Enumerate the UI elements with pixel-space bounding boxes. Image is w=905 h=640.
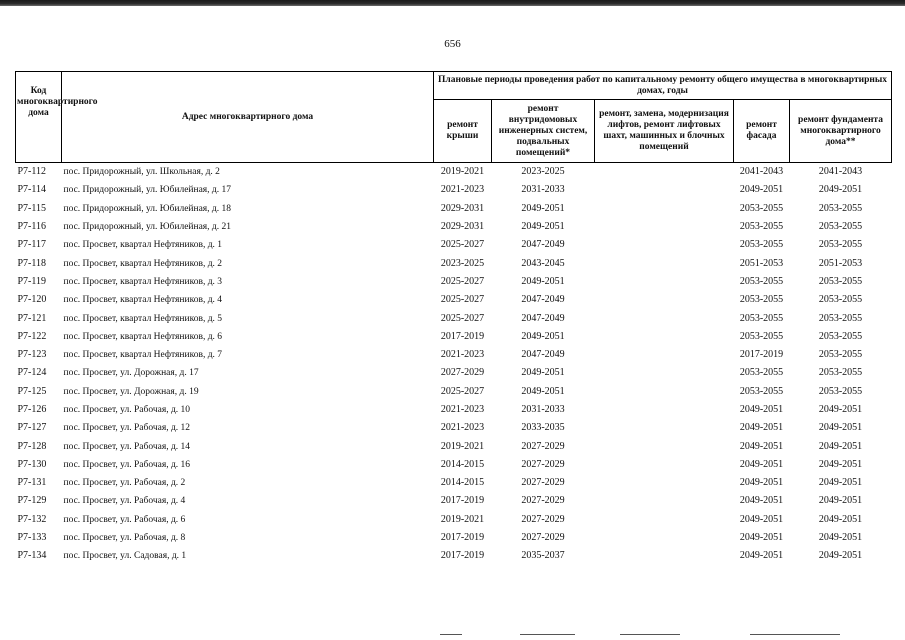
table-row [16,291,892,309]
row-roof: 2023-2025 [440,257,485,269]
row-address: пос. Просвет, квартал Нефтяников, д. 6 [63,331,223,342]
row-systems: 2027-2029 [521,532,565,544]
table-row [16,547,892,565]
row-foundation: 2049-2051 [818,422,863,434]
row-facade: 2049-2051 [739,477,784,489]
row-roof: 2021-2023 [440,184,485,196]
row-lifts [595,419,734,437]
row-systems: 2027-2029 [521,458,565,470]
row-facade: 2017-2019 [739,349,784,361]
row-address: пос. Просвет, ул. Рабочая, д. 14 [63,441,191,452]
row-lifts [595,309,734,327]
row-systems: 2049-2051 [521,275,565,287]
row-code: Р7-112 [17,166,47,178]
row-address: пос. Просвет, квартал Нефтяников, д. 4 [63,295,223,306]
row-address: пос. Просвет, ул. Рабочая, д. 16 [63,459,191,470]
row-address: пос. Просвет, ул. Рабочая, д. 12 [63,423,191,434]
row-roof: 2021-2023 [440,349,485,361]
header-foundation: ремонт фундамента многоквартирного дома** [790,100,892,163]
row-systems: 2033-2035 [521,422,565,434]
row-systems: 2049-2051 [521,330,565,342]
row-roof: 2025-2027 [440,312,485,324]
row-address: пос. Просвет, ул. Дорожная, д. 17 [63,368,199,379]
row-roof: 2019-2021 [440,166,485,178]
row-lifts [595,346,734,364]
row-systems: 2049-2051 [521,367,565,379]
row-lifts [595,383,734,401]
row-roof: 2027-2029 [440,367,485,379]
row-roof: 2014-2015 [440,458,485,470]
row-address: пос. Просвет, ул. Дорожная, д. 19 [63,386,199,397]
row-code: Р7-122 [17,330,47,342]
row-code: Р7-121 [17,312,47,324]
table-row [16,254,892,272]
row-lifts [595,456,734,474]
row-code: Р7-119 [17,275,47,287]
row-roof: 2019-2021 [440,513,485,525]
row-roof: 2025-2027 [440,275,485,287]
table-row [16,474,892,492]
table-row [16,437,892,455]
row-code: Р7-130 [17,458,47,470]
row-lifts [595,236,734,254]
row-address: пос. Придорожный, ул. Юбилейная, д. 17 [63,185,231,196]
row-code: Р7-123 [17,349,47,361]
table-row [16,309,892,327]
table-row [16,511,892,529]
row-lifts [595,200,734,218]
row-systems: 2047-2049 [521,349,565,361]
row-lifts [595,364,734,382]
table-row [16,456,892,474]
row-facade: 2051-2053 [739,257,784,269]
row-foundation: 2049-2051 [818,513,863,525]
table-row [16,401,892,419]
row-facade: 2049-2051 [739,404,784,415]
row-systems: 2027-2029 [521,477,565,489]
row-systems: 2027-2029 [521,440,565,452]
row-systems: 2047-2049 [521,294,565,306]
row-foundation: 2049-2051 [818,550,863,562]
row-foundation: 2049-2051 [818,404,863,415]
row-foundation: 2053-2055 [818,221,863,233]
row-foundation: 2049-2051 [818,477,863,489]
row-roof: 2017-2019 [440,495,485,507]
row-lifts [595,181,734,199]
table-row [16,529,892,547]
row-foundation: 2053-2055 [818,385,863,397]
row-facade: 2053-2055 [739,275,784,287]
row-systems: 2027-2029 [521,495,565,507]
row-code: Р7-127 [17,422,47,434]
row-address: пос. Придорожный, ул. Юбилейная, д. 21 [63,222,231,233]
row-roof: 2025-2027 [440,239,485,251]
row-foundation: 2053-2055 [818,330,863,342]
row-systems: 2047-2049 [521,312,565,324]
row-facade: 2049-2051 [739,550,784,562]
row-code: Р7-124 [17,367,47,379]
row-systems: 2035-2037 [521,550,565,562]
row-systems: 2031-2033 [521,184,565,196]
row-code: Р7-116 [17,221,47,233]
row-address: пос. Придорожный, ул. Юбилейная, д. 18 [63,203,231,214]
header-code: Код многоквартирного дома [16,72,62,163]
row-facade: 2049-2051 [739,422,784,434]
row-foundation: 2049-2051 [818,440,863,452]
row-lifts [595,437,734,455]
row-facade: 2049-2051 [739,532,784,544]
table-row [16,492,892,510]
row-foundation: 2053-2055 [818,312,863,324]
row-roof: 2017-2019 [440,330,485,342]
row-code: Р7-132 [17,513,47,525]
row-facade: 2053-2055 [739,294,784,306]
table-row [16,273,892,291]
row-systems: 2047-2049 [521,239,565,251]
row-address: пос. Просвет, ул. Рабочая, д. 2 [63,478,186,489]
page-number: 656 [444,38,461,50]
row-address: пос. Просвет, квартал Нефтяников, д. 5 [63,313,223,324]
row-systems: 2023-2025 [521,166,565,178]
row-code: Р7-129 [17,495,47,507]
row-lifts [595,547,734,565]
table-body [16,163,892,566]
row-facade: 2053-2055 [739,330,784,342]
table-row [16,346,892,364]
row-systems: 2043-2045 [521,257,565,269]
row-foundation: 2053-2055 [818,294,863,306]
header-address: Адрес многоквартирного дома [62,72,434,163]
row-foundation: 2041-2043 [818,166,863,178]
row-foundation: 2049-2051 [818,184,863,196]
header-roof: ремонт крыши [434,100,492,163]
row-facade: 2049-2051 [739,184,784,196]
table-row [16,328,892,346]
row-lifts [595,401,734,419]
row-code: Р7-134 [17,550,47,562]
scan-bottom-marks [430,634,900,636]
row-foundation: 2049-2051 [818,458,863,470]
row-lifts [595,511,734,529]
table-row [16,181,892,199]
row-facade: 2053-2055 [739,239,784,251]
scan-top-edge [0,0,905,6]
row-roof: 2021-2023 [440,422,485,434]
header-lifts: ремонт, замена, модернизация лифтов, ремонт лифтовых шахт, машинных и блочных помещений [595,100,734,163]
table-row [16,200,892,218]
row-roof: 2025-2027 [440,385,485,397]
row-code: Р7-115 [17,202,47,214]
row-roof: 2025-2027 [440,294,485,306]
row-lifts [595,328,734,346]
row-code: Р7-126 [17,404,47,415]
row-code: Р7-133 [17,532,47,544]
table-row [16,218,892,236]
row-address: пос. Просвет, квартал Нефтяников, д. 2 [63,258,223,269]
row-lifts [595,291,734,309]
table-row [16,236,892,254]
row-facade: 2049-2051 [739,495,784,507]
row-code: Р7-131 [17,477,47,489]
row-lifts [595,163,734,182]
row-lifts [595,529,734,547]
row-facade: 2049-2051 [739,513,784,525]
row-systems: 2027-2029 [521,513,565,525]
row-roof: 2029-2031 [440,221,485,233]
row-systems: 2049-2051 [521,202,565,214]
table-row [16,383,892,401]
row-foundation: 2049-2051 [818,532,863,544]
row-foundation: 2053-2055 [818,202,863,214]
row-facade: 2049-2051 [739,440,784,452]
row-roof: 2017-2019 [440,550,485,562]
table-row [16,364,892,382]
row-foundation: 2053-2055 [818,367,863,379]
row-lifts [595,254,734,272]
row-facade: 2049-2051 [739,458,784,470]
row-systems: 2031-2033 [521,404,565,415]
row-code: Р7-118 [17,257,47,269]
row-lifts [595,218,734,236]
row-address: пос. Просвет, ул. Рабочая, д. 4 [63,496,186,507]
row-address: пос. Просвет, квартал Нефтяников, д. 3 [63,276,223,287]
row-systems: 2049-2051 [521,385,565,397]
row-address: пос. Придорожный, ул. Школьная, д. 2 [63,167,220,178]
row-address: пос. Просвет, ул. Рабочая, д. 6 [63,514,186,525]
row-code: Р7-117 [17,239,47,251]
table-row [16,163,892,182]
row-foundation: 2051-2053 [818,257,863,269]
row-address: пос. Просвет, квартал Нефтяников, д. 7 [63,350,223,361]
row-code: Р7-120 [17,294,47,306]
row-address: пос. Просвет, квартал Нефтяников, д. 1 [63,240,223,251]
row-foundation: 2049-2051 [818,495,863,507]
row-foundation: 2053-2055 [818,275,863,287]
row-code: Р7-114 [17,184,47,196]
row-roof: 2014-2015 [440,477,485,489]
row-facade: 2053-2055 [739,202,784,214]
header-systems: ремонт внутридомовых инженерных систем, подвальных помещений* [492,100,595,163]
row-facade: 2053-2055 [739,367,784,379]
row-code: Р7-128 [17,440,47,452]
row-facade: 2053-2055 [739,385,784,397]
table-row [16,419,892,437]
row-foundation: 2053-2055 [818,239,863,251]
table-header [16,72,892,163]
row-foundation: 2053-2055 [818,349,863,361]
row-facade: 2041-2043 [739,166,784,178]
row-roof: 2029-2031 [440,202,485,214]
row-facade: 2053-2055 [739,312,784,324]
row-code: Р7-125 [17,385,47,397]
row-systems: 2049-2051 [521,221,565,233]
row-roof: 2017-2019 [440,532,485,544]
row-lifts [595,474,734,492]
row-address: пос. Просвет, ул. Садовая, д. 1 [63,551,187,562]
header-periods: Плановые периоды проведения работ по капитальному ремонту общего имущества в многоквартирных домах, годы [434,72,892,100]
header-facade: ремонт фасада [734,100,790,163]
row-facade: 2053-2055 [739,221,784,233]
repair-schedule-table [15,71,892,566]
row-address: пос. Просвет, ул. Рабочая, д. 10 [63,405,191,415]
row-roof: 2019-2021 [440,440,485,452]
row-lifts [595,492,734,510]
row-lifts [595,273,734,291]
row-address: пос. Просвет, ул. Рабочая, д. 8 [63,533,186,544]
row-roof: 2021-2023 [440,404,485,415]
